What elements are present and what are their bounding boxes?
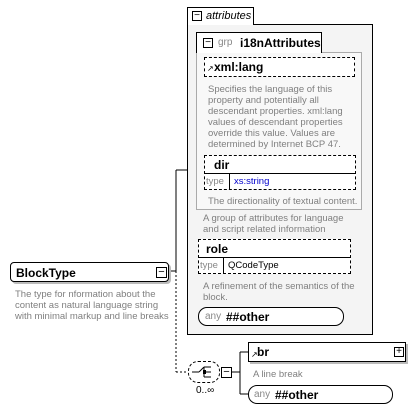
collapse-icon[interactable]: −	[156, 267, 167, 278]
choice-compositor[interactable]	[188, 361, 220, 383]
any-prefix: any	[205, 311, 222, 322]
attributes-title: attributes	[206, 10, 252, 22]
dir-attribute[interactable]	[204, 155, 356, 190]
role-type-row	[199, 257, 350, 273]
blocktype-documentation: The type for nformation about the content as natural language string with minimal markup and line breaks	[15, 289, 169, 322]
choice-icon	[189, 362, 219, 382]
dir-type-value[interactable]: xs:string	[234, 176, 270, 187]
any-prefix: any	[254, 389, 271, 400]
group-name: i18nAttributes	[240, 36, 321, 50]
br-element[interactable]	[248, 342, 406, 362]
expand-icon[interactable]: +	[394, 347, 404, 357]
choice-occurrence: 0..∞	[196, 385, 215, 396]
collapse-icon[interactable]: −	[192, 11, 202, 21]
any-other-name: ##other	[226, 310, 270, 324]
dir-type-row	[205, 173, 355, 189]
group-prefix: grp	[218, 37, 233, 48]
dir-name: dir	[214, 158, 230, 172]
xml-lang-documentation: Specifies the language of this property and potentially all descendant properties. xml:lang values of descendant properties override this value. Values are determined by Internet BCP 47.	[208, 84, 343, 150]
role-type-value: QCodeType	[228, 260, 279, 271]
xml-lang-attribute[interactable]	[204, 57, 355, 77]
br-documentation: A line break	[253, 369, 303, 380]
type-divider	[223, 258, 224, 273]
collapse-icon[interactable]: −	[221, 367, 232, 378]
blocktype-name: BlockType	[16, 266, 76, 280]
type-label: type	[206, 176, 224, 187]
collapse-icon[interactable]: −	[203, 38, 213, 48]
role-documentation: A refinement of the semantics of the block.	[203, 281, 355, 303]
reference-arrow-icon: ↗	[251, 350, 258, 359]
reference-arrow-icon: ↗	[207, 64, 214, 73]
dir-documentation: The directionality of textual content.	[208, 196, 358, 207]
i18n-group-header[interactable]	[196, 32, 322, 53]
br-name: br	[257, 345, 269, 359]
type-divider	[229, 174, 230, 189]
i18n-group-documentation: A group of attributes for language and script related information	[203, 213, 344, 235]
any-other-element[interactable]	[248, 385, 393, 404]
type-label: type	[200, 260, 218, 271]
role-attribute[interactable]	[198, 239, 351, 274]
any-other-name: ##other	[275, 388, 319, 402]
any-other-attribute[interactable]	[198, 307, 344, 326]
role-name: role	[206, 242, 229, 256]
blocktype-element[interactable]	[10, 262, 169, 282]
attributes-tab[interactable]	[187, 7, 254, 25]
xml-lang-name: xml:lang	[214, 60, 264, 74]
